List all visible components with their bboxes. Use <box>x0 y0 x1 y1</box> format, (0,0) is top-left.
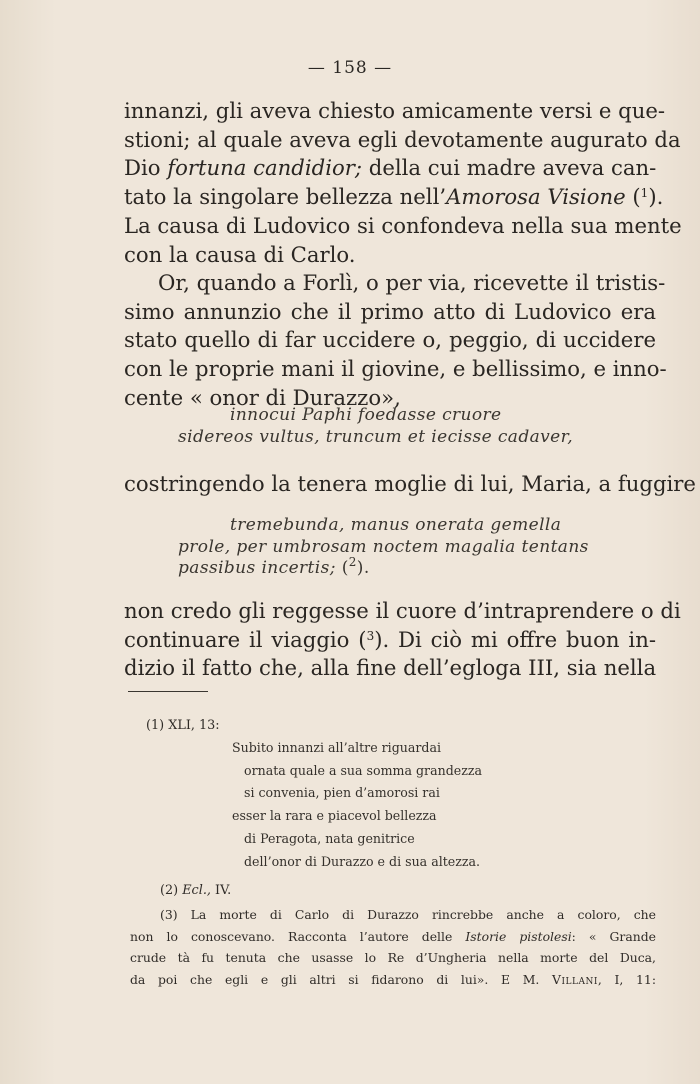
text-line: Or, quando a Forlì, o per via, ricevette il tristis- <box>158 270 666 295</box>
footnote-ref: 3 <box>366 628 375 643</box>
text-line: con le proprie mani il giovine, e bellissimo, e inno- <box>124 356 667 382</box>
text-run: tato la singolare bellezza nell’ <box>124 184 447 210</box>
text-line: La causa di Ludovico si confondeva nella sua mente <box>124 212 682 238</box>
text-run: ). Di ciò mi offre buon in- <box>374 626 656 652</box>
footnote-mark: (3) <box>160 907 178 922</box>
footnote-text: XLI, 13: <box>168 718 220 733</box>
text-line <box>124 183 664 212</box>
text-line: stioni; al quale aveva egli devotamente augurato da <box>124 126 681 152</box>
footnote-mark: (2) <box>160 883 179 898</box>
latin-verse-1 <box>178 405 573 448</box>
paragraph-1 <box>124 97 682 269</box>
verse-line <box>178 555 589 580</box>
italic-phrase: fortuna candidior; <box>167 155 363 181</box>
poem-line: Subito innanzi all’altre riguardai <box>232 740 441 755</box>
text-run: La morte di Carlo di Durazzo rincrebbe anche a coloro, che <box>177 907 656 922</box>
text-line <box>124 626 656 655</box>
verse-line: prole, per umbrosam noctem magalia tentans <box>178 536 589 557</box>
text-line: non credo gli reggesse il cuore d’intraprendere o di <box>124 598 681 623</box>
poem-line: dell’onor di Durazzo e di sua altezza. <box>244 853 481 869</box>
paragraph-2 <box>124 269 667 413</box>
footnote-ref: 1 <box>640 186 649 201</box>
footnote-line <box>130 904 656 926</box>
text-line: innanzi, gli aveva chiesto amicamente versi e que- <box>124 98 666 123</box>
verse-line: tremebunda, manus onerata gemella <box>230 515 562 535</box>
footnote-text: IV. <box>210 883 232 898</box>
footnote-mark: (1) <box>146 718 165 733</box>
text-line: cente « onor di Durazzo», <box>124 384 401 410</box>
footnote-1 <box>146 716 220 736</box>
text-run: ). <box>648 184 664 210</box>
poem-line: ornata quale a sua somma grandezza <box>244 762 482 778</box>
text-run: continuare il viaggio ( <box>124 626 367 652</box>
text-line: dizio il fatto che, alla fine dell’egloga III, sia nella <box>124 655 657 681</box>
footnote-line <box>130 926 656 948</box>
text-run: non lo conoscevano. Racconta l’autore delle <box>130 928 466 944</box>
author-name: Villani <box>552 971 598 987</box>
text-line: con la causa di Carlo. <box>124 241 356 267</box>
poem-line: di Peragota, nata genitrice <box>244 830 415 846</box>
footnote-abbrev: Ecl., <box>182 883 211 898</box>
footnote-poem <box>232 737 482 873</box>
text-run: della cui madre aveva can- <box>362 155 657 181</box>
latin-verse-2 <box>178 515 589 580</box>
text-run: Dio <box>124 155 168 181</box>
footnote-3 <box>130 904 656 990</box>
page-number: — 158 — <box>307 58 393 78</box>
italic-title: Istorie pistolesi <box>465 928 572 944</box>
text-run: ). <box>356 558 370 578</box>
italic-title: Amorosa Visione <box>446 184 626 210</box>
poem-line: si convenia, pien d’amorosi rai <box>244 785 440 801</box>
text-run: , I, 11: <box>597 971 656 987</box>
verse-line: innocui Paphi foedasse cruore <box>230 405 502 425</box>
text-line: stato quello di far uccidere o, peggio, di uccidere <box>124 327 656 353</box>
footnote-line: crude tà fu tenuta che usasse lo Re d’Ungheria nella morte del Duca, <box>130 950 656 965</box>
verse-line: sidereos vultus, truncum et iecisse cadaver, <box>178 426 574 447</box>
footnote-ref: 2 <box>348 555 357 569</box>
text-run: da poi che egli e gli altri si fidarono di lui». E M. <box>130 971 553 987</box>
footnote-line <box>130 969 656 991</box>
footnote-2 <box>160 881 231 901</box>
text-line: simo annunzio che il primo atto di Ludovico era <box>124 298 656 324</box>
paragraph-3 <box>124 470 696 499</box>
poem-line: esser la rara e piacevol bellezza <box>232 808 437 824</box>
text-line <box>124 154 656 183</box>
footnote-divider <box>128 691 208 692</box>
text-run: ( <box>335 558 349 578</box>
text-run: : « Grande <box>571 928 656 944</box>
text-run: ( <box>625 184 641 210</box>
text-line: costringendo la tenera moglie di lui, Maria, a fuggire <box>124 471 696 496</box>
text-run: passibus incertis; <box>178 558 336 578</box>
paragraph-4 <box>124 597 681 683</box>
